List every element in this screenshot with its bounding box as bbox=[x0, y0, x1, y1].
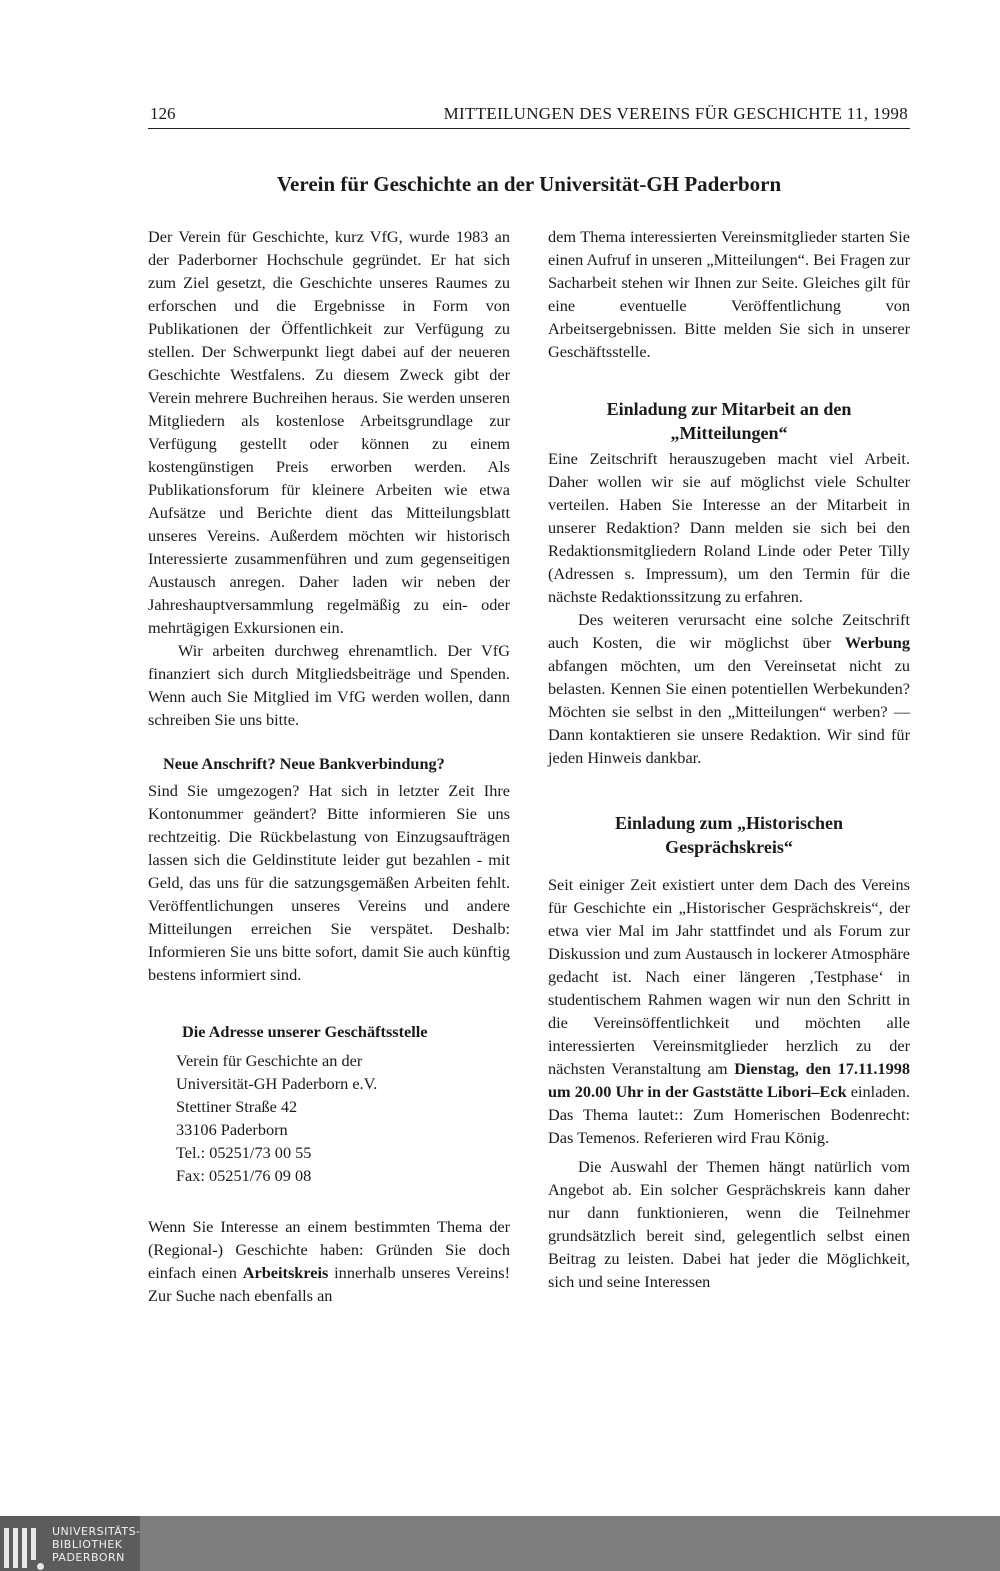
workgroup-emphasis: Arbeitskreis bbox=[242, 1263, 329, 1282]
left-column bbox=[148, 225, 510, 1307]
page-header bbox=[148, 102, 910, 129]
footer-bar bbox=[0, 1516, 1000, 1571]
logo-dot-icon bbox=[37, 1563, 44, 1570]
office-heading: Die Adresse unserer Geschäftsstelle bbox=[182, 1022, 428, 1041]
logo-stripe-icon bbox=[22, 1528, 27, 1568]
fax-line: Fax: 05251/76 09 08 bbox=[176, 1166, 312, 1185]
workgroup-paragraph: Wenn Sie Interesse an einem bestimmten Thema der (Regional-) Geschichte haben: Gründen Sie doch einfach einen Arbeitskreis innerhalb unseres Vereins! Zur Suche nach ebenfalls an bbox=[148, 1217, 510, 1305]
right-column bbox=[548, 225, 910, 1293]
logo-stripe-icon bbox=[4, 1528, 9, 1568]
running-title: MITTEILUNGEN DES VEREINS FÜR GESCHICHTE 11, 1998 bbox=[443, 104, 908, 123]
phone-line: Tel.: 05251/73 00 55 bbox=[176, 1143, 312, 1162]
event-details: Dienstag, den 17.11.1998 um 20.00 Uhr in der Gaststätte Libori–Eck bbox=[548, 1059, 910, 1101]
address-line: Verein für Geschichte an der bbox=[176, 1051, 363, 1070]
mitarbeit-heading: Einladung zur Mitarbeit an den „Mitteilungen“ bbox=[606, 399, 852, 443]
address-line: 33106 Paderborn bbox=[176, 1120, 288, 1139]
library-logo bbox=[0, 1516, 140, 1571]
mitarbeit-paragraph: Eine Zeitschrift herauszugeben macht viel Arbeit. Daher wollen wir sie auf möglichst viele Schulter verteilen. Haben Sie Interesse an der Mitarbeit in unserer Redaktion? Dann melden sie sich bei den Redaktionsmitgliedern Roland Linde oder Peter Tilly (Adressen s. Impressum), um den Termin für die nächste Redaktionssitzung zu erfahren. bbox=[548, 449, 910, 606]
werbung-paragraph: Des weiteren verursacht eine solche Zeitschrift auch Kosten, die wir möglichst über Werbung abfangen möchten, um den Vereinsetat nicht zu belasten. Kennen Sie einen potentiellen Werbekunden? Möchten sie selbst in den „Mitteilungen“ werben? — Dann kontaktieren sie unsere Redaktion. Wir sind für jeden Hinweis dankbar. bbox=[548, 610, 910, 767]
library-name: UNIVERSITÄTS- BIBLIOTHEK PADERBORN bbox=[52, 1525, 141, 1564]
gespraechskreis-heading: Einladung zum „Historischen Gesprächskreis“ bbox=[614, 813, 844, 857]
continuation-paragraph: dem Thema interessierten Vereinsmitglieder starten Sie einen Aufruf in unseren „Mitteilungen“. Bei Fragen zur Sacharbeit stehen wir Ihnen zur Seite. Gleiches gilt für eine eventuelle Veröffentlichung von Arbeitsergebnissen. Bitte melden Sie sich in unserer Geschäftsstelle. bbox=[548, 227, 910, 361]
library-footer bbox=[0, 1516, 1000, 1571]
office-address bbox=[176, 1049, 510, 1187]
intro-paragraph: Der Verein für Geschichte, kurz VfG, wurde 1983 an der Paderborner Hochschule gegründet. Er hat sich zum Ziel gesetzt, die Geschichte unseres Raumes zu erforschen und die Ergebnisse in Form von Publikationen der Öffentlichkeit zur Verfügung zu stellen. Der Schwerpunkt liegt dabei auf der neueren Geschichte Westfalens. Zu diesem Zweck gibt der Verein mehrere Buchreihen heraus. Sie werden unseren Mitgliedern als kostenlose Arbeitsgrundlage zur Verfügung gestellt oder können zu einem kostengünstigen Preis erworben werden. Als Publikationsforum für kleinere Arbeiten wie etwa Aufsätze und Berichte dient das Mitteilungsblatt unseres Vereins. Außerdem möchten wir historisch Interessierte zusammenführen und zum gegenseitigen Austausch anregen. Daher laden wir neben der Jahreshauptversammlung regelmäßig zu ein- oder mehrtägigen Exkursionen ein. bbox=[148, 227, 510, 637]
werbung-emphasis: Werbung bbox=[844, 633, 910, 652]
page-title: Verein für Geschichte an der Universität-GH Paderborn bbox=[276, 172, 782, 196]
logo-stripe-icon bbox=[31, 1528, 36, 1560]
address-change-heading: Neue Anschrift? Neue Bankverbindung? bbox=[163, 754, 445, 773]
page-number: 126 bbox=[150, 104, 176, 123]
logo-stripe-icon bbox=[13, 1528, 18, 1568]
gespraechskreis-paragraph: Seit einiger Zeit existiert unter dem Dach des Vereins für Geschichte ein „Historischer Gesprächskreis“, der etwa vier Mal im Jahr stattfindet und als Forum zur Diskussion und zum Austausch in lockerer Atmosphäre gedacht ist. Nach einer längeren ‚Testphase‘ in studentischem Rahmen wagen wir nun den Schritt in die Vereinsöffentlichkeit und möchten alle interessierten Vereinsmitglieder herzlich zu der nächsten Veranstaltung am Dienstag, den 17.11.1998 um 20.00 Uhr in der Gaststätte Libori–Eck einladen. Das Thema lautet:: Zum Homerischen Bodenrecht: Das Temenos. Referieren wird Frau König. bbox=[548, 875, 910, 1147]
volunteer-paragraph: Wir arbeiten durchweg ehrenamtlich. Der VfG finanziert sich durch Mitgliedsbeiträge und Spenden. Wenn auch Sie Mitglied im VfG werden wollen, dann schreiben Sie uns bitte. bbox=[148, 641, 510, 729]
themen-paragraph: Die Auswahl der Themen hängt natürlich vom Angebot ab. Ein solcher Gesprächskreis kann daher nur dann funktionieren, wenn die Teilnehmer grundsätzlich bereit sind, gelegentlich selbst einen Beitrag zu leisten. Dabei hat jeder die Möglichkeit, sich und seine Interessen bbox=[548, 1157, 910, 1291]
address-line: Universität-GH Paderborn e.V. bbox=[176, 1074, 378, 1093]
address-line: Stettiner Straße 42 bbox=[176, 1097, 298, 1116]
address-change-paragraph: Sind Sie umgezogen? Hat sich in letzter Zeit Ihre Kontonummer geändert? Bitte informieren Sie uns rechtzeitig. Die Rückbelastung von Einzugsaufträgen lassen sich die Geldinstitute leider gut bezahlen - mit Geld, das uns für die satzungsgemäßen Arbeiten fehlt. Veröffentlichungen unseres Vereins und andere Mitteilungen erreichen Sie verspätet. Deshalb: Informieren Sie uns bitte sofort, damit Sie auch künftig bestens informiert sind. bbox=[148, 781, 510, 984]
